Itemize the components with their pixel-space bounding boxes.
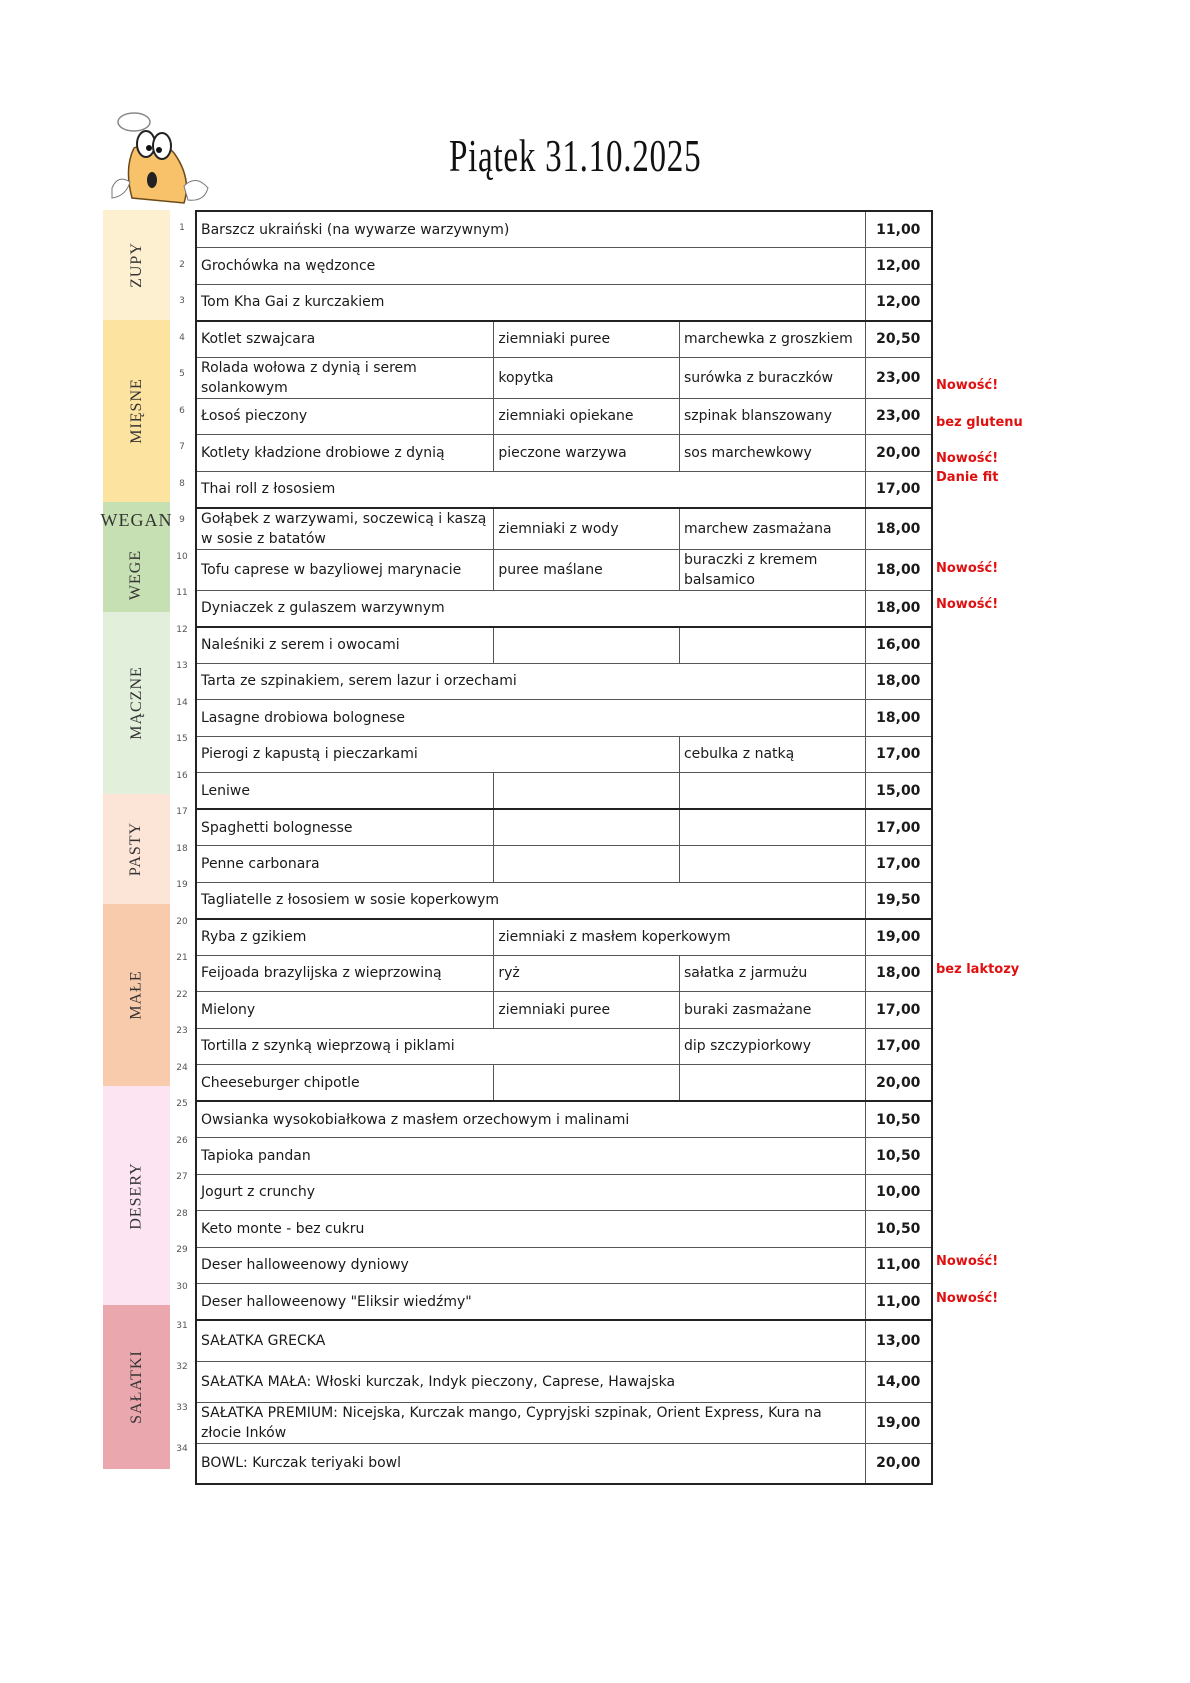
- side-dish-2-cell: [679, 773, 865, 810]
- item-number: 1: [179, 223, 185, 234]
- dish-name-cell: Owsianka wysokobiałkowa z masłem orzechowym i malinami: [196, 1101, 865, 1138]
- dish-name-cell: Gołąbek z warzywami, soczewicą i kaszą w sosie z batatów: [196, 508, 494, 550]
- chef-mascot-icon: [104, 108, 222, 210]
- dish-name-cell: Tagliatelle z łososiem w sosie koperkowym: [196, 882, 865, 919]
- side-dish-2-cell: marchewka z groszkiem: [679, 321, 865, 358]
- category-name: PASTY: [127, 821, 145, 876]
- table-row: [196, 435, 932, 472]
- price-cell: 11,00: [865, 1247, 932, 1284]
- table-row: [196, 700, 932, 737]
- category-name: MIĘSNE: [127, 377, 145, 444]
- price-cell: 20,00: [865, 1443, 932, 1484]
- item-number-column: [170, 210, 194, 1469]
- side-dish-2-cell: buraki zasmażane: [679, 992, 865, 1029]
- category-name: WEGE: [127, 549, 145, 601]
- dish-name-cell: Barszcz ukraiński (na wywarze warzywnym): [196, 211, 865, 248]
- side-dish-cell: [494, 627, 680, 664]
- category-label: [103, 794, 170, 904]
- side-dish-cell: ziemniaki puree: [494, 321, 680, 358]
- dish-name-cell: Spaghetti bolognesse: [196, 809, 494, 846]
- side-dish-2-cell: marchew zasmażana: [679, 508, 865, 550]
- item-number: 12: [176, 624, 188, 635]
- price-cell: 10,50: [865, 1101, 932, 1138]
- table-row: [196, 1211, 932, 1248]
- item-number: 9: [179, 515, 185, 526]
- item-number: 3: [179, 296, 185, 307]
- table-row: [196, 549, 932, 590]
- price-cell: 18,00: [865, 549, 932, 590]
- table-row: [196, 211, 932, 248]
- dish-name-cell: Tarta ze szpinakiem, serem lazur i orzechami: [196, 663, 865, 700]
- side-dish-2-cell: dip szczypiorkowy: [679, 1028, 865, 1065]
- price-cell: 18,00: [865, 663, 932, 700]
- table-row: [196, 1402, 932, 1443]
- price-cell: 17,00: [865, 992, 932, 1029]
- table-row: [196, 1320, 932, 1361]
- table-row: [196, 846, 932, 883]
- price-cell: 16,00: [865, 627, 932, 664]
- side-dish-2-cell: cebulka z natką: [679, 736, 865, 773]
- price-cell: 19,50: [865, 882, 932, 919]
- item-number: 29: [176, 1245, 188, 1256]
- side-dish-2-cell: buraczki z kremem balsamico: [679, 549, 865, 590]
- category-label: [100, 502, 173, 539]
- item-number: 22: [176, 989, 188, 1000]
- dish-name-cell: Feijoada brazylijska z wieprzowiną: [196, 955, 494, 992]
- table-row: [196, 663, 932, 700]
- item-note: Nowość!: [936, 1290, 999, 1306]
- item-number: 16: [176, 770, 188, 781]
- price-cell: 10,50: [865, 1211, 932, 1248]
- category-label: [103, 539, 170, 612]
- price-cell: 11,00: [865, 211, 932, 248]
- price-cell: 12,00: [865, 284, 932, 321]
- dish-name-cell: Łosoś pieczony: [196, 398, 494, 435]
- table-row: [196, 1065, 932, 1102]
- category-label: [103, 210, 170, 320]
- item-number: 13: [176, 661, 188, 672]
- dish-name-cell: SAŁATKA PREMIUM: Nicejska, Kurczak mango, Cypryjski szpinak, Orient Express, Kura na złocie Inków: [196, 1402, 865, 1443]
- dish-name-cell: SAŁATKA GRECKA: [196, 1320, 865, 1361]
- category-name: WEGAN: [100, 509, 173, 530]
- item-note: Nowość! Danie fit: [936, 451, 999, 486]
- item-number: 2: [179, 259, 185, 270]
- item-number: 7: [179, 442, 185, 453]
- side-dish-cell: [494, 773, 680, 810]
- dish-name-cell: Ryba z gzikiem: [196, 919, 494, 956]
- dish-name-cell: Dyniaczek z gulaszem warzywnym: [196, 590, 865, 627]
- dish-name-cell: Rolada wołowa z dynią i serem solankowym: [196, 357, 494, 398]
- dish-name-cell: Tortilla z szynką wieprzową i piklami: [196, 1028, 679, 1065]
- category-label: [103, 612, 170, 795]
- table-row: [196, 508, 932, 550]
- table-row: [196, 1101, 932, 1138]
- dish-name-cell: Kotlet szwajcara: [196, 321, 494, 358]
- side-dish-cell: ziemniaki opiekane: [494, 398, 680, 435]
- item-number: 8: [179, 478, 185, 489]
- price-cell: 17,00: [865, 846, 932, 883]
- side-dish-cell: ziemniaki z masłem koperkowym: [494, 919, 865, 956]
- item-number: 18: [176, 843, 188, 854]
- price-cell: 17,00: [865, 1028, 932, 1065]
- table-row: [196, 284, 932, 321]
- price-cell: 20,00: [865, 435, 932, 472]
- dish-name-cell: Thai roll z łososiem: [196, 471, 865, 508]
- price-cell: 20,50: [865, 321, 932, 358]
- dish-name-cell: Penne carbonara: [196, 846, 494, 883]
- table-row: [196, 357, 932, 398]
- item-number: 32: [176, 1361, 188, 1372]
- dish-name-cell: Jogurt z crunchy: [196, 1174, 865, 1211]
- item-number: 10: [176, 551, 188, 562]
- item-number: 25: [176, 1099, 188, 1110]
- dish-name-cell: Naleśniki z serem i owocami: [196, 627, 494, 664]
- table-row: [196, 955, 932, 992]
- item-number: 15: [176, 734, 188, 745]
- table-row: [196, 1443, 932, 1484]
- item-number: 33: [176, 1402, 188, 1413]
- side-dish-2-cell: [679, 809, 865, 846]
- table-row: [196, 773, 932, 810]
- category-name: DESERY: [127, 1161, 145, 1230]
- price-cell: 10,00: [865, 1174, 932, 1211]
- side-dish-cell: ziemniaki z wody: [494, 508, 680, 550]
- dish-name-cell: Cheeseburger chipotle: [196, 1065, 494, 1102]
- item-number: 34: [176, 1443, 188, 1454]
- dish-name-cell: Mielony: [196, 992, 494, 1029]
- item-note: Nowość!: [936, 560, 999, 576]
- category-column: [100, 210, 173, 1469]
- side-dish-cell: ryż: [494, 955, 680, 992]
- table-row: [196, 919, 932, 956]
- side-dish-2-cell: [679, 627, 865, 664]
- category-name: ZUPY: [127, 241, 145, 288]
- side-dish-cell: [494, 846, 680, 883]
- item-number: 24: [176, 1062, 188, 1073]
- table-row: [196, 590, 932, 627]
- menu-table: [195, 210, 933, 1485]
- price-cell: 13,00: [865, 1320, 932, 1361]
- table-row: [196, 1247, 932, 1284]
- price-cell: 18,00: [865, 955, 932, 992]
- category-label: [103, 320, 170, 503]
- item-note: Nowość!: [936, 597, 999, 613]
- price-cell: 17,00: [865, 809, 932, 846]
- dish-name-cell: Tofu caprese w bazyliowej marynacie: [196, 549, 494, 590]
- table-row: [196, 248, 932, 285]
- price-cell: 20,00: [865, 1065, 932, 1102]
- dish-name-cell: Lasagne drobiowa bolognese: [196, 700, 865, 737]
- dish-name-cell: Tapioka pandan: [196, 1138, 865, 1175]
- table-row: [196, 1284, 932, 1321]
- dish-name-cell: Deser halloweenowy dyniowy: [196, 1247, 865, 1284]
- price-cell: 10,50: [865, 1138, 932, 1175]
- side-dish-2-cell: surówka z buraczków: [679, 357, 865, 398]
- category-name: MĄCZNE: [127, 665, 145, 740]
- side-dish-cell: puree maślane: [494, 549, 680, 590]
- table-row: [196, 1174, 932, 1211]
- dish-name-cell: Keto monte - bez cukru: [196, 1211, 865, 1248]
- dish-name-cell: Pierogi z kapustą i pieczarkami: [196, 736, 679, 773]
- side-dish-2-cell: sos marchewkowy: [679, 435, 865, 472]
- item-number: 28: [176, 1208, 188, 1219]
- table-row: [196, 882, 932, 919]
- item-number: 21: [176, 953, 188, 964]
- side-dish-cell: pieczone warzywa: [494, 435, 680, 472]
- table-row: [196, 627, 932, 664]
- item-number: 30: [176, 1281, 188, 1292]
- price-cell: 23,00: [865, 357, 932, 398]
- item-note: bez glutenu: [936, 414, 1023, 430]
- item-number: 14: [176, 697, 188, 708]
- dish-name-cell: Leniwe: [196, 773, 494, 810]
- item-number: 19: [176, 880, 188, 891]
- dish-name-cell: Grochówka na wędzonce: [196, 248, 865, 285]
- side-dish-cell: [494, 809, 680, 846]
- price-cell: 19,00: [865, 1402, 932, 1443]
- table-row: [196, 471, 932, 508]
- price-cell: 17,00: [865, 736, 932, 773]
- table-row: [196, 809, 932, 846]
- table-row: [196, 992, 932, 1029]
- item-number: 31: [176, 1320, 188, 1331]
- item-number: 4: [179, 332, 185, 343]
- price-cell: 14,00: [865, 1361, 932, 1402]
- category-label: [103, 1305, 170, 1469]
- item-number: 11: [176, 588, 188, 599]
- price-cell: 18,00: [865, 508, 932, 550]
- item-number: 17: [176, 807, 188, 818]
- price-cell: 15,00: [865, 773, 932, 810]
- price-cell: 17,00: [865, 471, 932, 508]
- item-number: 6: [179, 405, 185, 416]
- category-label: [103, 1086, 170, 1305]
- dish-name-cell: SAŁATKA MAŁA: Włoski kurczak, Indyk pieczony, Caprese, Hawajska: [196, 1361, 865, 1402]
- category-name: SAŁATKI: [127, 1350, 145, 1424]
- table-row: [196, 1361, 932, 1402]
- side-dish-cell: ziemniaki puree: [494, 992, 680, 1029]
- table-row: [196, 736, 932, 773]
- item-note: bez laktozy: [936, 962, 1020, 978]
- page-title: Piątek 31.10.2025: [449, 130, 702, 181]
- side-dish-2-cell: [679, 1065, 865, 1102]
- item-number: 27: [176, 1172, 188, 1183]
- dish-name-cell: Kotlety kładzione drobiowe z dynią: [196, 435, 494, 472]
- table-row: [196, 398, 932, 435]
- side-dish-2-cell: szpinak blanszowany: [679, 398, 865, 435]
- side-dish-2-cell: sałatka z jarmużu: [679, 955, 865, 992]
- item-number: 23: [176, 1026, 188, 1037]
- table-row: [196, 1028, 932, 1065]
- item-number: 5: [179, 369, 185, 380]
- price-cell: 19,00: [865, 919, 932, 956]
- price-cell: 23,00: [865, 398, 932, 435]
- item-note: Nowość!: [936, 1254, 999, 1270]
- table-row: [196, 321, 932, 358]
- item-note: Nowość!: [936, 378, 999, 394]
- dish-name-cell: BOWL: Kurczak teriyaki bowl: [196, 1443, 865, 1484]
- category-name: MAŁE: [127, 970, 145, 1020]
- item-number: 20: [176, 916, 188, 927]
- side-dish-2-cell: [679, 846, 865, 883]
- dish-name-cell: Deser halloweenowy "Eliksir wiedźmy": [196, 1284, 865, 1321]
- price-cell: 11,00: [865, 1284, 932, 1321]
- side-dish-cell: kopytka: [494, 357, 680, 398]
- notes-column: [936, 210, 1056, 1510]
- price-cell: 18,00: [865, 590, 932, 627]
- dish-name-cell: Tom Kha Gai z kurczakiem: [196, 284, 865, 321]
- item-number: 26: [176, 1135, 188, 1146]
- price-cell: 18,00: [865, 700, 932, 737]
- side-dish-cell: [494, 1065, 680, 1102]
- price-cell: 12,00: [865, 248, 932, 285]
- category-label: [103, 904, 170, 1087]
- table-row: [196, 1138, 932, 1175]
